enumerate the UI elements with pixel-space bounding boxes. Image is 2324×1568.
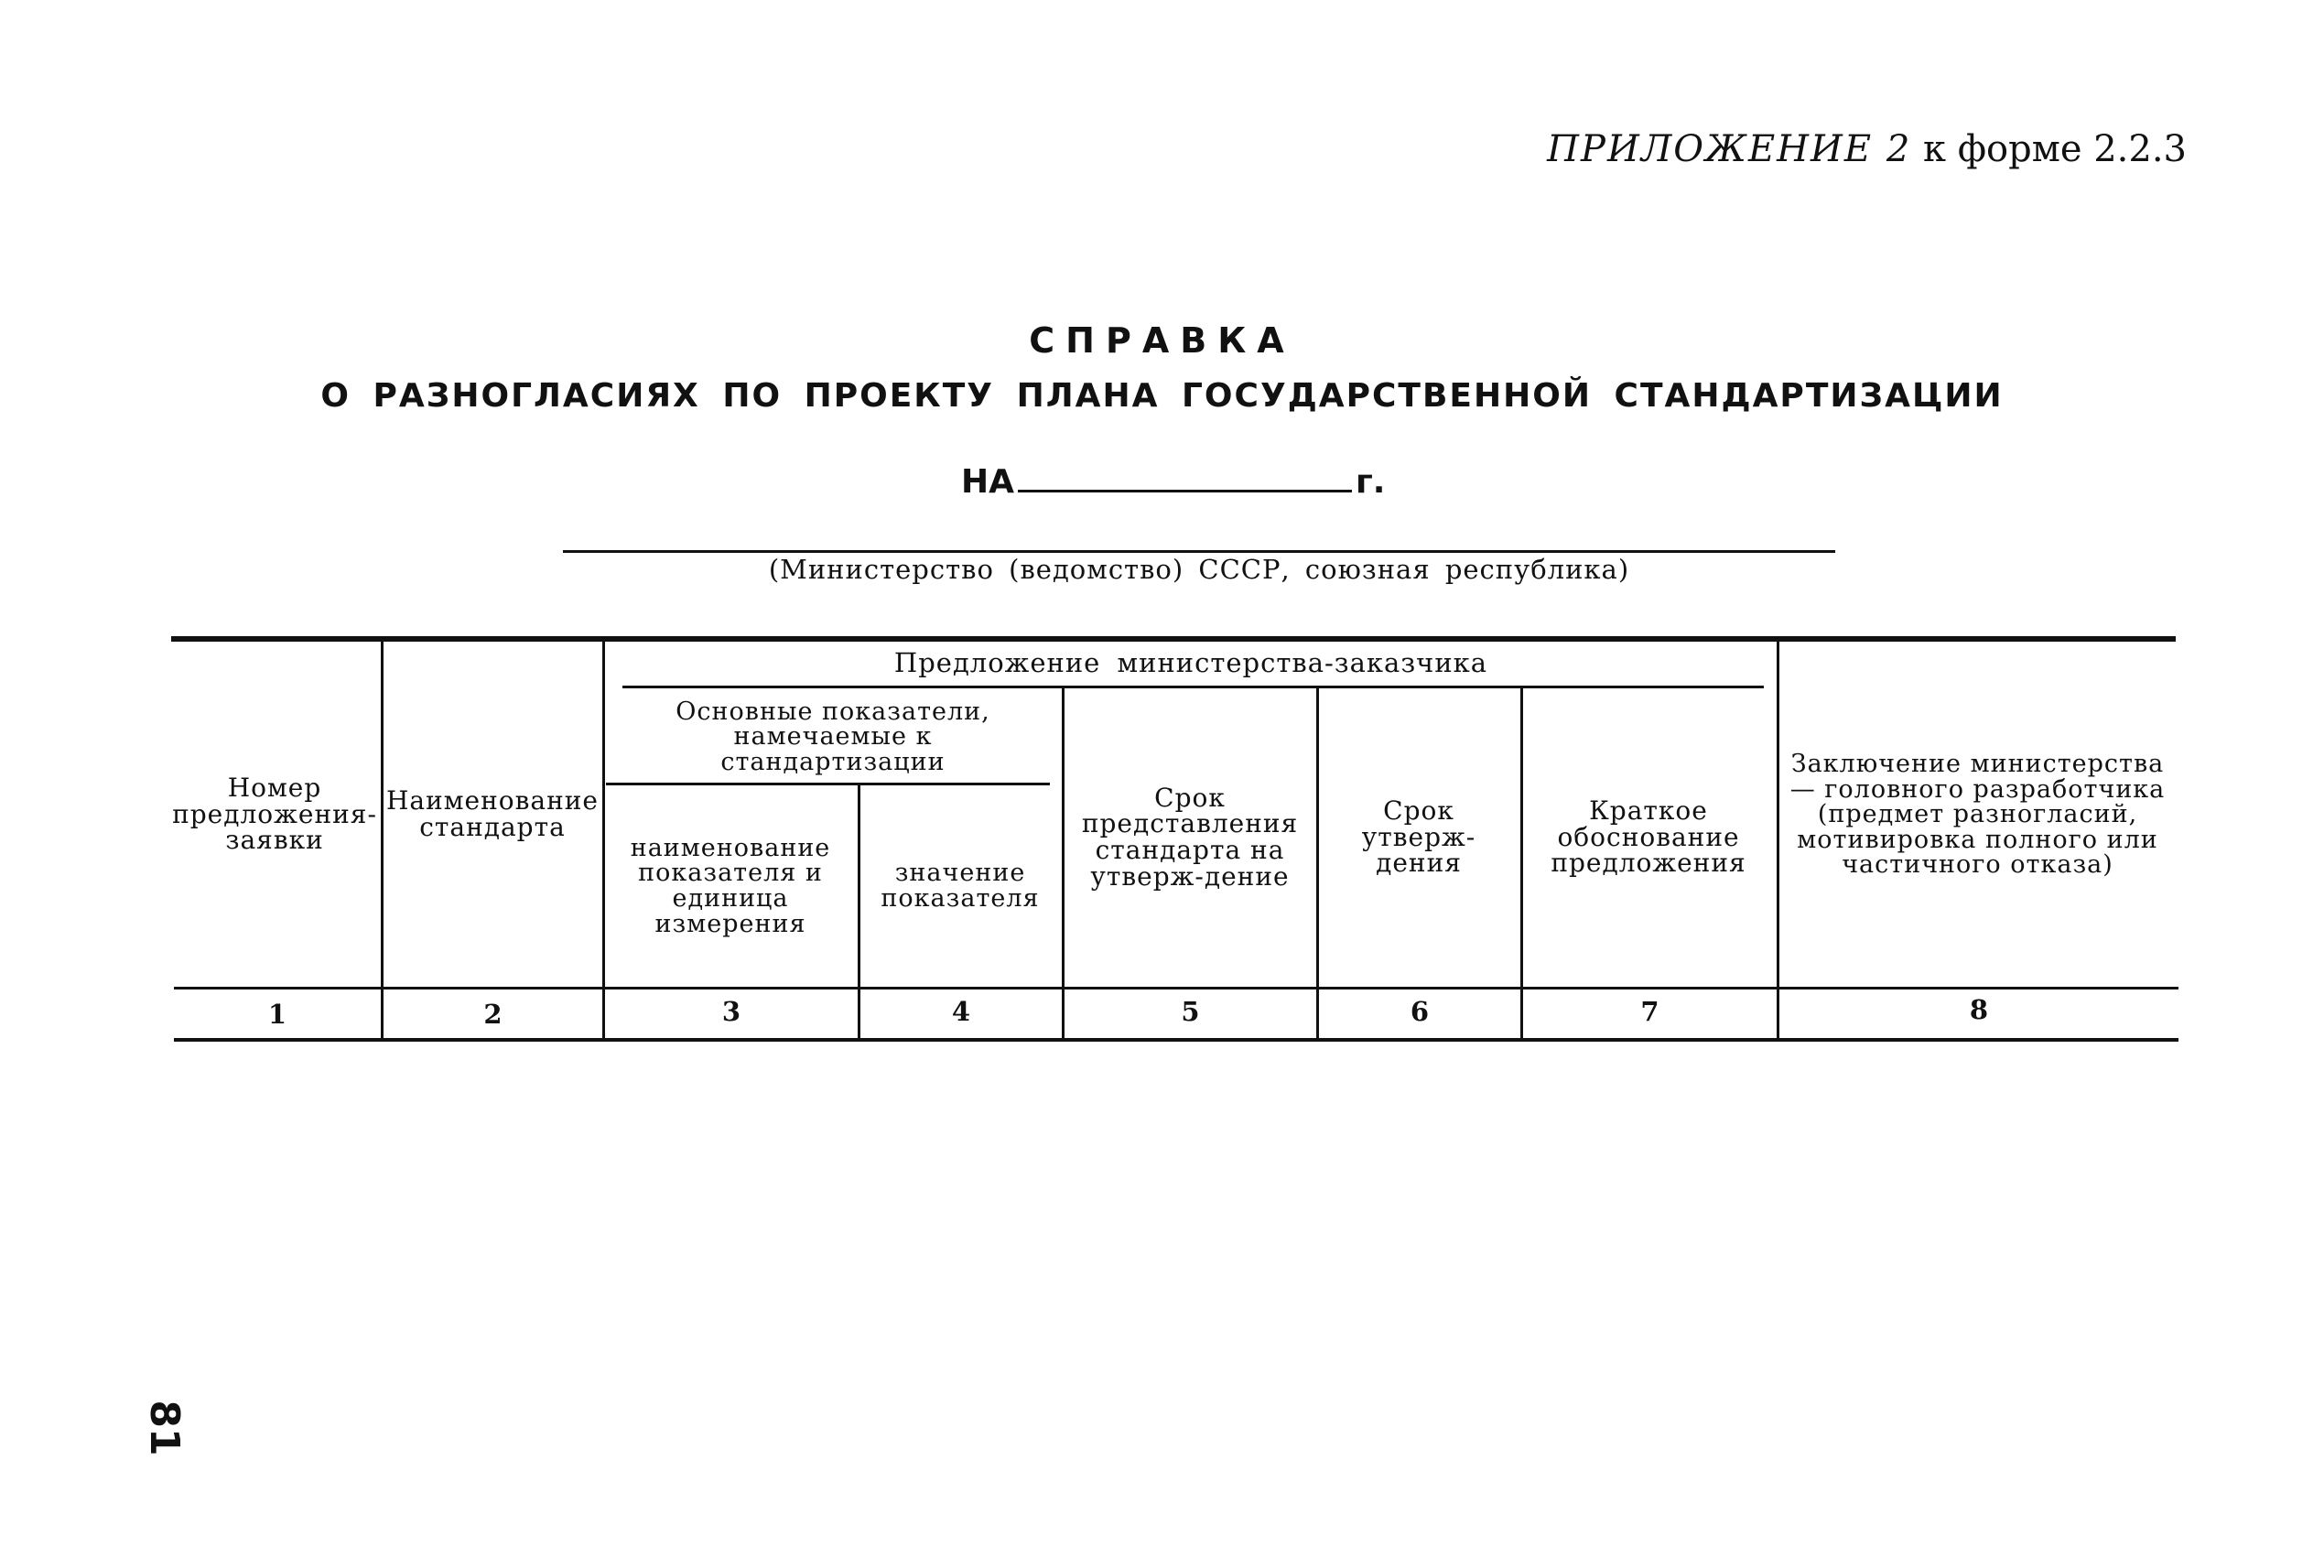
year-blank-field[interactable] bbox=[1018, 462, 1352, 492]
column-divider bbox=[1316, 688, 1319, 1038]
column-divider bbox=[381, 642, 384, 1038]
column-number-2: 2 bbox=[483, 999, 503, 1030]
column-number-7: 7 bbox=[1640, 996, 1659, 1027]
column-number-5: 5 bbox=[1181, 996, 1200, 1027]
ministry-blank-field[interactable] bbox=[563, 550, 1835, 553]
year-prefix: НА bbox=[961, 463, 1014, 501]
header-bottom-rule bbox=[174, 987, 2178, 989]
page-number: 81 bbox=[141, 1400, 189, 1456]
column-number-3: 3 bbox=[721, 996, 741, 1027]
column-header-2: Наименование стандарта bbox=[386, 785, 599, 842]
column-header-3: наименование показателя и единица измерения bbox=[630, 833, 831, 938]
column-header-7: Краткое обоснование предложения bbox=[1551, 795, 1746, 879]
column-number-1: 1 bbox=[267, 999, 287, 1030]
column-header-5: Срок представления стандарта на утверж-дение bbox=[1081, 782, 1299, 892]
subgroup-header: Основные показатели, намечаемые к стандартизации bbox=[676, 697, 990, 776]
column-divider bbox=[1777, 642, 1779, 1038]
column-divider bbox=[1520, 688, 1523, 1038]
group-header: Предложение министерства-заказчика bbox=[893, 647, 1488, 679]
appendix-reference bbox=[1547, 128, 2187, 170]
column-header-6: Срок утверж-дения bbox=[1361, 795, 1476, 879]
year-suffix: г. bbox=[1356, 463, 1386, 501]
column-header-1: Номер предложения-заявки bbox=[172, 773, 377, 856]
column-number-4: 4 bbox=[951, 996, 971, 1027]
column-number-8: 8 bbox=[1969, 994, 1989, 1025]
column-header-8: Заключение министерства — головного разработчика (предмет разногласий, мотивировка полного или частичного отказа) bbox=[1789, 750, 2166, 880]
appendix-suffix: к форме 2.2.3 bbox=[1923, 128, 2187, 170]
group-header-rule bbox=[622, 686, 1764, 688]
column-header-4: значение показателя bbox=[881, 859, 1040, 913]
column-divider bbox=[602, 642, 605, 1038]
column-divider bbox=[1062, 688, 1065, 1038]
document-title: СПРАВКА bbox=[1029, 320, 1295, 361]
column-number-6: 6 bbox=[1410, 996, 1430, 1027]
year-line bbox=[961, 462, 1385, 501]
subgroup-header-rule bbox=[606, 783, 1050, 785]
table-bottom-rule bbox=[174, 1038, 2178, 1042]
appendix-label: ПРИЛОЖЕНИЕ 2 bbox=[1547, 128, 1912, 170]
document-subtitle: О РАЗНОГЛАСИЯХ ПО ПРОЕКТУ ПЛАНА ГОСУДАРСТВЕННОЙ СТАНДАРТИЗАЦИИ bbox=[320, 377, 2004, 415]
ministry-caption: (Министерство (ведомство) СССР, союзная республика) bbox=[768, 554, 1630, 585]
